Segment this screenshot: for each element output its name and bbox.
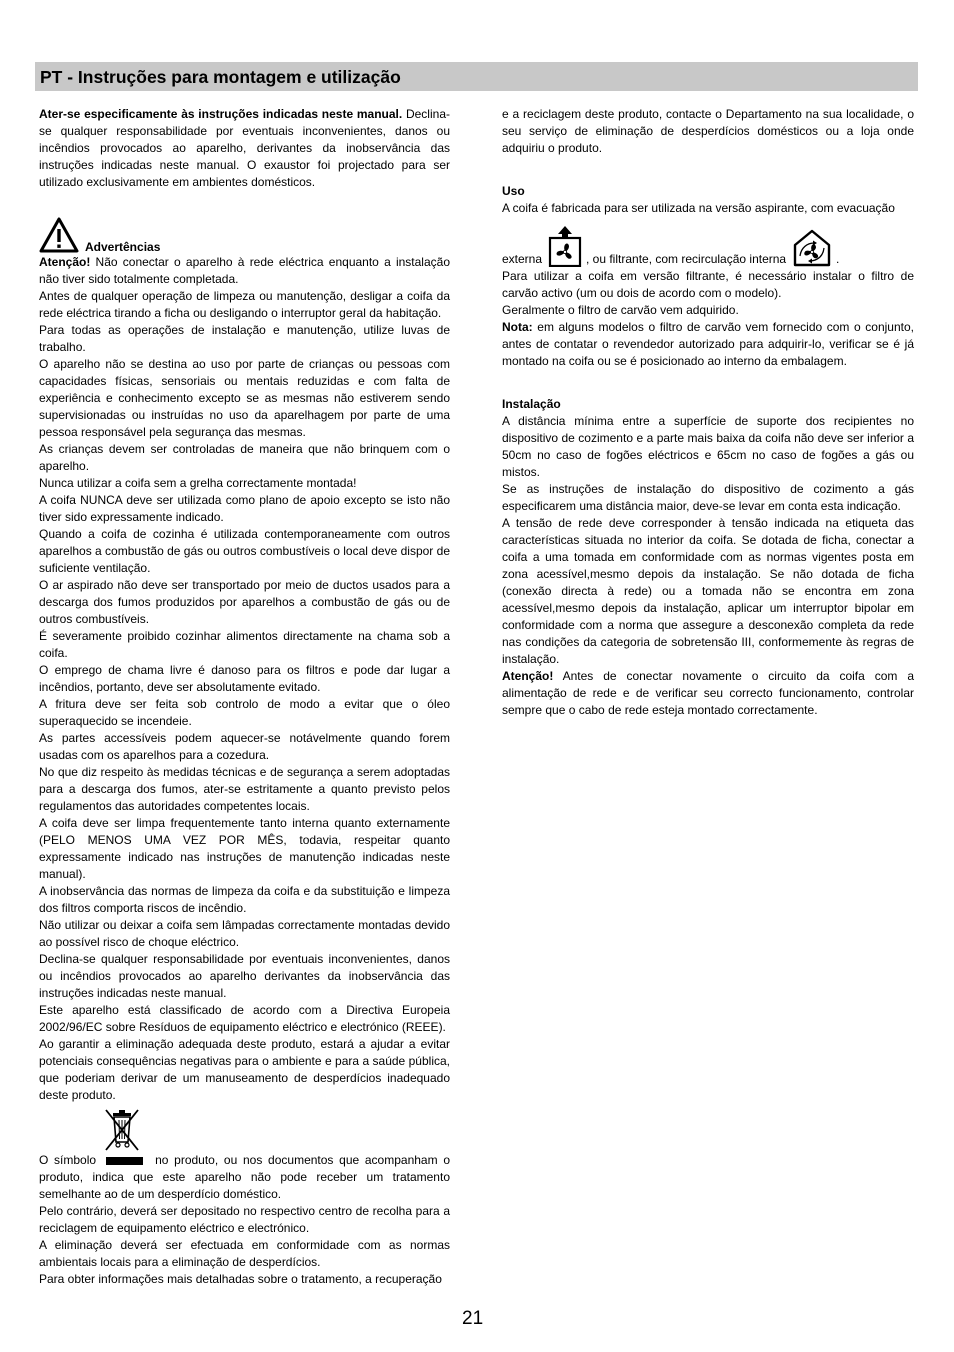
paragraph: No que diz respeito às medidas técnicas e de segurança a serem adoptadas para a descarga dos fumos, ater-se estritamente a quanto previsto pelos regulamentos das autoridades competentes locais. — [39, 765, 450, 813]
paragraph: A inobservância das normas de limpeza da coifa e da substituição e limpeza dos filtros comporta riscos de incêndio. — [39, 884, 450, 915]
atencao-label: Atenção! — [39, 255, 91, 269]
atencao-paragraph — [502, 668, 914, 719]
paragraph: A coifa deve ser limpa frequentemente tanto interna quanto externamente (PELO MENOS UMA VEZ POR MÊS, todavia, respeitar quanto expressamente indicado nas instruções de manutenção indicadas neste manual). — [39, 816, 450, 881]
symbol-after: no produto, ou nos documentos que acompanham o produto, indica que este aparelho não pode receber um tratamento semelhante ao de um desperdício doméstico. — [39, 1153, 450, 1201]
paragraph: Declina-se qualquer responsabilidade por eventuais inconvenientes, danos ou incêndios provocados ao aparelho derivantes da inobservância das instruções indicadas neste manual. — [39, 952, 450, 1000]
spacer — [502, 157, 914, 183]
nota-paragraph — [502, 319, 914, 370]
atencao-text: Antes de conectar novamente o circuito da coifa com a alimentação de rede e de verificar seu correcto funcionamento, controlar sempre que o cabo de rede esteja montado correctamente. — [502, 669, 914, 717]
right-column — [502, 106, 914, 719]
uso-line-1: A coifa é fabricada para ser utilizada na versão aspirante, com evacuação — [502, 201, 895, 215]
paragraph: Geralmente o filtro de carvão vem adquirido. — [502, 303, 739, 317]
paragraph: O emprego de chama livre é danoso para os filtros e pode dar lugar a incêndios, portanto, deve ser absolutamente evitado. — [39, 663, 450, 694]
uso-heading: Uso — [502, 184, 525, 198]
intro-bold: Ater-se especificamente às instruções indicadas neste manual. — [39, 107, 403, 121]
warnings-heading: Advertências — [85, 240, 161, 254]
recirculation-fan-icon — [791, 228, 833, 267]
page-title: PT - Instruções para montagem e utilização — [40, 67, 401, 87]
paragraph: Ao garantir a eliminação adequada deste produto, estará a ajudar a evitar potenciais consequências negativas para o ambiente e para a saúde pública, que poderiam derivar de um manuseamento de desperdícios inadequado deste produto. — [39, 1037, 450, 1102]
period: . — [836, 252, 840, 266]
paragraph: A eliminação deverá ser efectuada em conformidade com as normas ambientais locais para a eliminação de desperdícios. — [39, 1238, 450, 1269]
intro-paragraph — [39, 106, 450, 191]
extraction-fan-icon — [548, 225, 582, 267]
paragraph: Não utilizar ou deixar a coifa sem lâmpadas correctamente montadas devido ao possível risco de choque eléctrico. — [39, 918, 450, 949]
section-header — [35, 62, 918, 91]
filtrante-label: , ou filtrante, com recirculação interna — [586, 252, 787, 266]
atencao-paragraph — [39, 254, 450, 288]
paragraph: Para utilizar a coifa em versão filtrante, é necessário instalar o filtro de carvão activo (um ou dois de acordo com o modelo). — [502, 269, 914, 300]
nota-label: Nota: — [502, 320, 533, 334]
paragraph: A tensão de rede deve corresponder à tensão indicada na etiqueta das características situada no interior da coifa. Se dotada de ficha, conectar a coifa a uma tomada em conformidade com as normas vigentes posta em zona acessível,mesmo depois da instalação. Se não dotada de ficha (conexão directa à rede) ou a tomada não se encontra em zona acessível,mesmo depois da instalação, aplicar um interruptor bipolar em conformidade com a norma que assegure a desconexão completa da rede nas condições da categoria de sobretensão III, conformemente às regras de instalação. — [502, 516, 914, 666]
paragraph: Para obter informações mais detalhadas sobre o tratamento, a recuperação — [39, 1272, 442, 1286]
paragraph: Se as instruções de instalação do dispositivo de cozimento a gás especificarem uma distância maior, deve-se levar em conta esta indicação. — [502, 482, 914, 513]
paragraph: As crianças devem ser controladas de maneira que não brinquem com o aparelho. — [39, 442, 450, 473]
warnings-header — [39, 217, 450, 254]
page-number: 21 — [462, 1308, 484, 1329]
paragraph: Pelo contrário, deverá ser depositado no respectivo centro de recolha para a reciclagem de equipamento eléctrico e electrónico. — [39, 1204, 450, 1235]
paragraph: Quando a coifa de cozinha é utilizada contemporaneamente com outros aparelhos a combustão de gás ou outros combustíveis o local deve dispor de suficiente ventilação. — [39, 527, 450, 575]
warning-icon — [39, 217, 79, 253]
atencao-text: Não conectar o aparelho à rede eléctrica enquanto a instalação não tiver sido totalmente completada. — [39, 255, 450, 286]
paragraph: Nunca utilizar a coifa sem a grelha correctamente montada! — [39, 476, 357, 490]
paragraph: A distância mínima entre a superfície de suporte dos recipientes no dispositivo de cozimento e a parte mais baixa da coifa não deve ser inferior a 50cm no caso de fogões eléctricos e 65cm no caso de fogões a gás ou mistos. — [502, 414, 914, 479]
uso-icons-line — [502, 217, 914, 268]
paragraph: As partes accessíveis podem aquecer-se notávelmente quando forem usadas com os aparelhos para a cozedura. — [39, 731, 450, 762]
instalacao-heading: Instalação — [502, 397, 561, 411]
weee-symbol-block — [39, 1104, 450, 1152]
left-column — [39, 106, 450, 1288]
weee-bar-icon — [106, 1157, 143, 1165]
paragraph: O ar aspirado não deve ser transportado por meio de ductos usados para a descarga dos fumos produzidos por aparelhos a combustão de gás ou de outros combustíveis. — [39, 578, 450, 626]
crossed-bin-icon — [101, 1106, 143, 1152]
weee-symbol-paragraph — [39, 1152, 450, 1203]
externa-label: externa — [502, 252, 543, 266]
paragraph: É severamente proibido cozinhar alimentos directamente na chama sob a coifa. — [39, 629, 450, 660]
spacer — [39, 191, 450, 217]
paragraph: Para todas as operações de instalação e manutenção, utilize luvas de trabalho. — [39, 323, 450, 354]
paragraph: A coifa NUNCA deve ser utilizada como plano de apoio excepto se isto não tiver sido expressamente indicado. — [39, 493, 450, 524]
intro-text: Declina-se qualquer responsabilidade por eventuais inconvenientes, danos ou incêndios provocados ao aparelho, derivantes da inobservância das instruções indicadas neste manual. O exaustor foi projectado para ser utilizado exclusivamente em ambientes domésticos. — [39, 107, 450, 189]
paragraph: A fritura deve ser feita sob controlo de modo a evitar que o óleo superaquecido se incendeie. — [39, 697, 450, 728]
paragraph: Antes de qualquer operação de limpeza ou manutenção, desligar a coifa da rede eléctrica tirando a ficha ou desligando o interruptor geral da habitação. — [39, 289, 450, 320]
spacer — [502, 370, 914, 396]
paragraph: Este aparelho está classificado de acordo com a Directiva Europeia 2002/96/EC sobre Resíduos de equipamento eléctrico e electrónico (REEE). — [39, 1003, 450, 1034]
continuation-paragraph: e a reciclagem deste produto, contacte o Departamento na sua localidade, o seu serviço de eliminação de desperdícios domésticos ou a loja onde adquiriu o produto. — [502, 107, 914, 155]
symbol-before: O símbolo — [39, 1153, 97, 1167]
nota-text: em alguns modelos o filtro de carvão vem fornecido com o conjunto, antes de contatar o revendedor autorizado para adquirir-lo, verificar se é já montado na coifa ou se é posicionado ao interno da embalagem. — [502, 320, 914, 368]
paragraph: O aparelho não se destina ao uso por parte de crianças ou pessoas com capacidades físicas, sensoriais ou mentais reduzidas e com falta de experiência e conhecimento excepto se as mesmas não estiverem sendo supervisionadas ou instruídas no uso da aparelhagem por parte de uma pessoa responsável pela segurança das mesmas. — [39, 357, 450, 439]
atencao-label: Atenção! — [502, 669, 554, 683]
